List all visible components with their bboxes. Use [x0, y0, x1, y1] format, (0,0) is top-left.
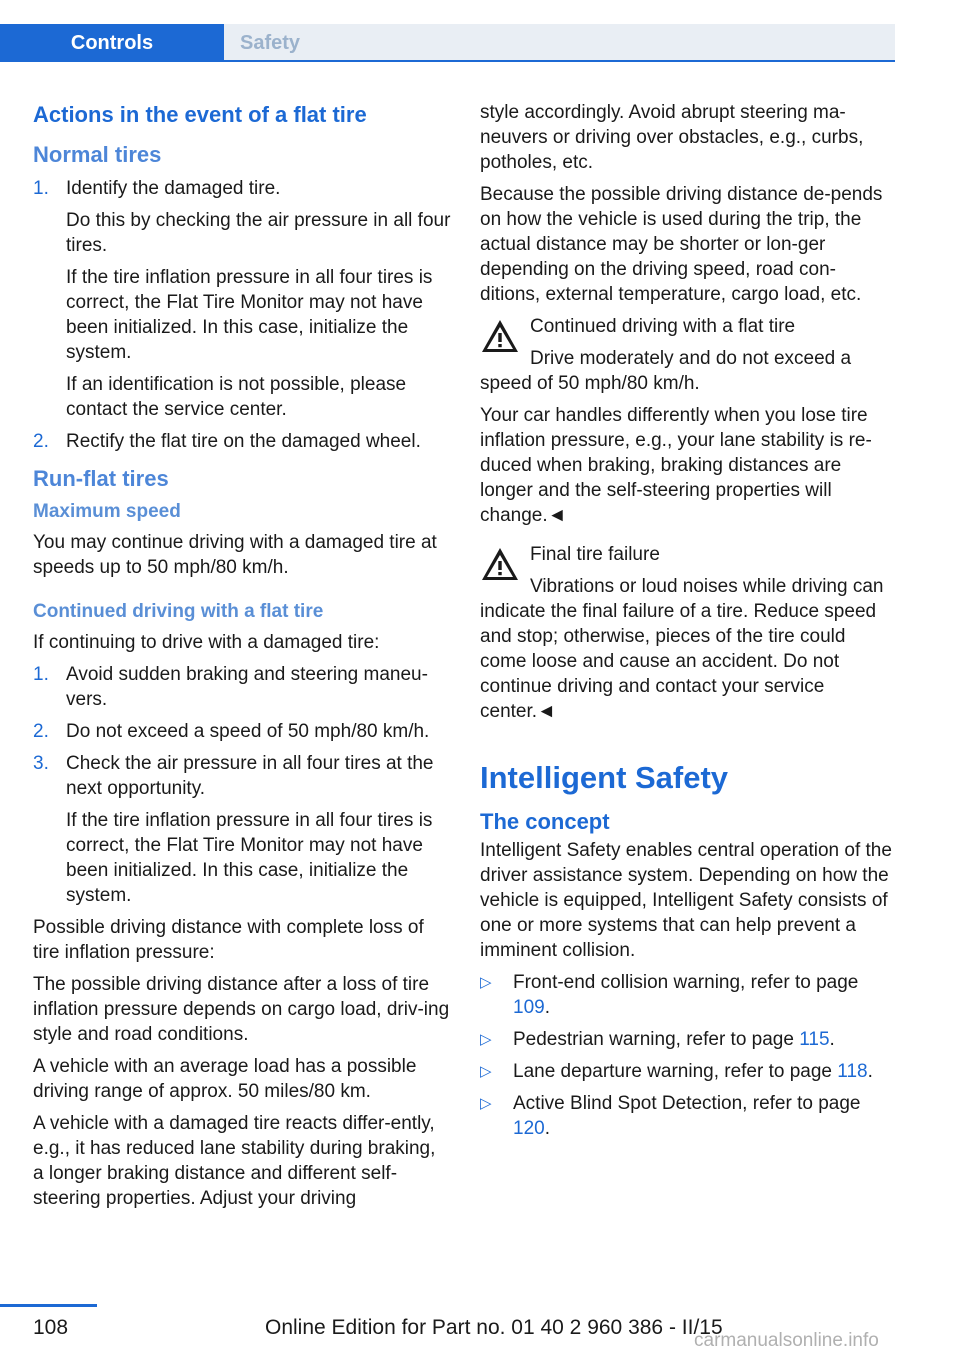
warning-text: Your car handles differently when you lose tire inflation pressure, e.g., your lane stability is re‐duced when braking, braking distances are longer and the self-steering properties will change.◄	[480, 405, 872, 526]
section-heading-flat-tire: Actions in the event of a flat tire	[33, 102, 367, 127]
paragraph: Intelligent Safety enables central operation of the driver assistance system. Depending on how the vehicle is equipped, Intelligent Safety consists of one or more systems that can help prevent a imminent collision.	[480, 840, 892, 961]
list-item	[33, 176, 451, 422]
paragraph: A vehicle with an average load has a possible driving range of approx. 50 miles/80 km.	[33, 1056, 417, 1102]
left-column	[33, 100, 451, 1218]
step-text: If an identification is not possible, please contact the service center.	[66, 374, 407, 420]
tab-controls[interactable]: Controls	[0, 24, 224, 62]
list-item: ▷ Pedestrian warning, refer to page 115.	[480, 1029, 835, 1050]
step-text: If the tire inflation pressure in all four tires is correct, the Flat Tire Monitor may not have been initialized. In this case, initialize the system.	[66, 810, 433, 906]
page-number: 108	[33, 1316, 69, 1339]
list-item-text: Active Blind Spot Detection, refer to page	[513, 1093, 861, 1114]
step-number: 1.	[33, 178, 49, 199]
step-text: Check the air pressure in all four tires at the next opportunity.	[66, 753, 434, 799]
list-item	[33, 719, 451, 744]
run-flat-steps	[33, 662, 451, 908]
subheading-the-concept: The concept	[480, 809, 610, 834]
page-link-115[interactable]: 115	[799, 1029, 830, 1050]
paragraph: If continuing to drive with a damaged tire:	[33, 632, 380, 653]
step-text: If the tire inflation pressure in all four tires is correct, the Flat Tire Monitor may not have been initialized. In this case, initialize the system.	[66, 267, 433, 363]
minor-heading-maximum-speed: Maximum speed	[33, 501, 181, 522]
paragraph: style accordingly. Avoid abrupt steering ma‐neuvers or driving over obstacles, e.g., curbs, potholes, etc.	[480, 102, 864, 173]
warning-triangle-icon	[480, 546, 520, 582]
right-column	[480, 100, 892, 1148]
page-link-109[interactable]: 109	[513, 997, 545, 1018]
page-link-120[interactable]: 120	[513, 1118, 545, 1139]
step-text: Rectify the flat tire on the damaged wheel.	[66, 431, 421, 452]
list-item: ▷ Lane departure warning, refer to page 118.	[480, 1061, 873, 1082]
list-item-text: Pedestrian warning, refer to page	[513, 1029, 800, 1050]
subheading-normal-tires: Normal tires	[33, 142, 162, 167]
minor-heading-continued-driving: Continued driving with a flat tire	[33, 601, 324, 622]
paragraph: Possible driving distance with complete loss of tire inflation pressure:	[33, 917, 424, 963]
list-item	[33, 429, 451, 454]
paragraph: Because the possible driving distance de‐pends on how the vehicle is used during the trip, the actual distance may be shorter or lon‐ger depending on the driving speed, road con‐ditions, external temperature, cargo load, etc.	[480, 184, 883, 305]
footer-rule	[0, 1304, 97, 1307]
page-link-118[interactable]: 118	[837, 1061, 868, 1082]
list-item-text: Front-end collision warning, refer to page	[513, 972, 859, 993]
step-text: Avoid sudden braking and steering maneu‐vers.	[66, 664, 428, 710]
step-number: 1.	[33, 664, 49, 685]
step-number: 2.	[33, 721, 49, 742]
step-number: 3.	[33, 753, 49, 774]
triangle-bullet-icon: ▷	[480, 1063, 492, 1080]
warning-block-continued-driving	[480, 314, 892, 528]
paragraph: The possible driving distance after a loss of tire inflation pressure depends on cargo load, driv‐ing style and road conditions.	[33, 974, 450, 1045]
step-text: Do this by checking the air pressure in all four tires.	[66, 210, 451, 256]
list-item: ▷ Front-end collision warning, refer to page 109.	[480, 972, 859, 1018]
section-title-intelligent-safety: Intelligent Safety	[480, 760, 729, 795]
step-text: Identify the damaged tire.	[66, 178, 281, 199]
list-item	[33, 662, 451, 712]
edition-line: Online Edition for Part no. 01 40 2 960 386 - II/15	[265, 1316, 723, 1339]
intelligent-safety-list	[480, 970, 892, 1141]
list-item: ▷ Active Blind Spot Detection, refer to page 120.	[480, 1093, 861, 1139]
list-item	[33, 751, 451, 908]
step-text: Do not exceed a speed of 50 mph/80 km/h.	[66, 721, 430, 742]
warning-text: Drive moderately and do not exceed a speed of 50 mph/80 km/h.	[480, 348, 852, 394]
warning-text: Vibrations or loud noises while driving can indicate the final failure of a tire. Reduce speed and stop; otherwise, pieces of the tire could come loose and cause an accident. Do not continue driving and contact your service center.◄	[480, 576, 884, 722]
list-item-text: Lane departure warning, refer to page	[513, 1061, 838, 1082]
normal-tires-steps	[33, 176, 451, 454]
paragraph: You may continue driving with a damaged tire at speeds up to 50 mph/80 km/h.	[33, 532, 437, 578]
watermark: carmanualsonline.info	[694, 1330, 879, 1351]
tab-safety[interactable]: Safety	[240, 32, 301, 54]
warning-triangle-icon	[480, 318, 520, 354]
triangle-bullet-icon: ▷	[480, 974, 492, 991]
chapter-tabbar	[0, 24, 895, 62]
step-number: 2.	[33, 431, 49, 452]
paragraph: A vehicle with a damaged tire reacts differ‐ently, e.g., it has reduced lane stability during braking, a longer braking distance and different self-steering properties. Adjust your driving	[33, 1113, 436, 1209]
warning-block-final-failure	[480, 542, 892, 724]
subheading-run-flat-tires: Run-flat tires	[33, 466, 169, 491]
warning-title: Final tire failure	[530, 544, 660, 565]
triangle-bullet-icon: ▷	[480, 1095, 492, 1112]
warning-title: Continued driving with a flat tire	[530, 316, 796, 337]
triangle-bullet-icon: ▷	[480, 1031, 492, 1048]
